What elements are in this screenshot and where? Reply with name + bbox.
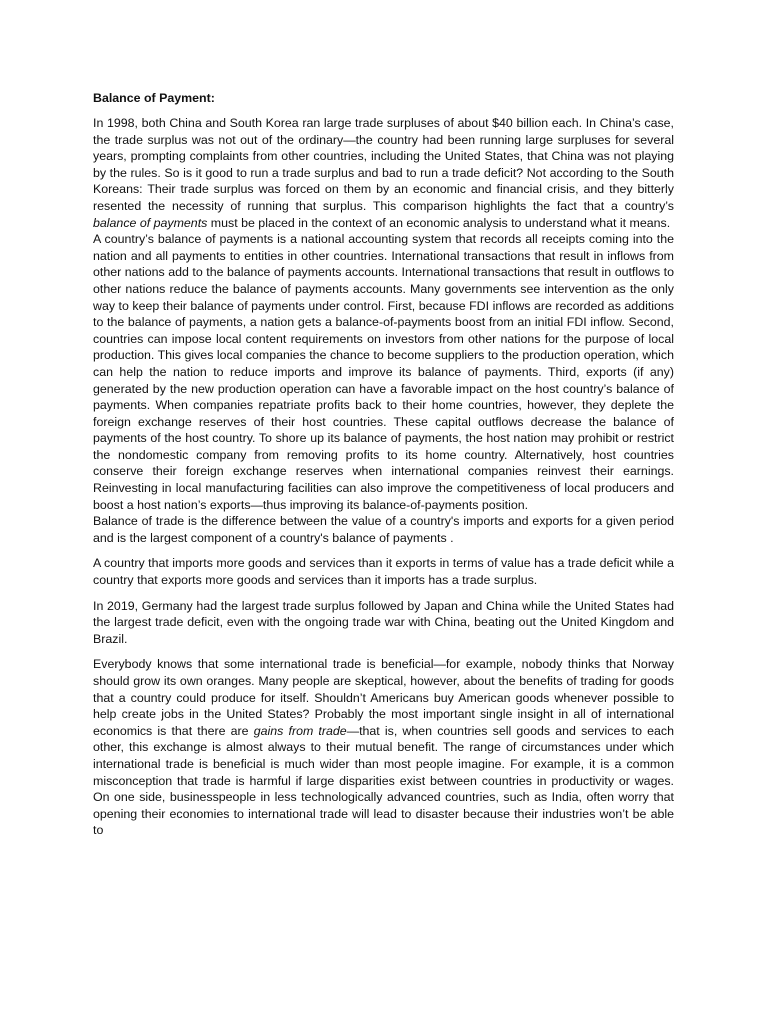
document-title: Balance of Payment: bbox=[93, 91, 215, 105]
paragraph-intro bbox=[93, 115, 674, 231]
paragraph-gains-from-trade bbox=[93, 656, 674, 839]
text-segment: Balance of trade is the difference between the value of a country's imports and exports for a given period and is the largest component of a country's balance of payments . bbox=[93, 514, 674, 545]
text-segment: A country’s balance of payments is a national accounting system that records all receipts coming into the nation and all payments to entities in other countries. International transactions that result in inflows from other nations add to the balance of payments accounts. International transactions that result in outflows to other nations reduce the balance of payments accounts. Many governments see intervention as the only way to keep their balance of payments under control. First, because FDI inflows are recorded as additions to the balance of payments, a nation gets a balance-of-payments boost from an initial FDI inflow. Second, countries can impose local content requirements on investors from other nations for the purpose of local production. This gives local companies the chance to become suppliers to the production operation, which can help the nation to reduce imports and improve its balance of payments. Third, exports (if any) generated by the new production operation can have a favorable impact on the host country’s balance of payments. When companies repatriate profits back to their home countries, however, they deplete the foreign exchange reserves of their host countries. These capital outflows decrease the balance of payments of the host country. To shore up its balance of payments, the host nation may prohibit or restrict the nondomestic company from removing profits to its home country. Alternatively, host countries conserve their foreign exchange reserves when international companies reinvest their earnings. Reinvesting in local manufacturing facilities can also improve the competitiveness of local producers and boost a host nation’s exports—thus improving its balance-of-payments position. bbox=[93, 232, 674, 512]
text-segment: In 2019, Germany had the largest trade surplus followed by Japan and China while the United States had the largest trade deficit, even with the ongoing trade war with China, beating out the United Kingdom and Brazil. bbox=[93, 598, 674, 646]
paragraph-2019-trade bbox=[93, 598, 674, 648]
text-segment: must be placed in the context of an economic analysis to understand what it means. bbox=[207, 215, 671, 230]
text-segment: —that is, when countries sell goods and services to each other, this exchange is almost always to their mutual benefit. The range of circumstances under which international trade is beneficial is much wider than most people imagine. For example, it is a common misconception that trade is harmful if large disparities exist between countries in productivity or wages. On one side, businesspeople in less technologically advanced countries, such as India, often worry that opening their economies to international trade will lead to disaster because their industries won’t be able to bbox=[93, 723, 675, 838]
text-segment: A country that imports more goods and services than it exports in terms of value has a trade deficit while a country that exports more goods and services than it imports has a trade surplus. bbox=[93, 556, 674, 588]
italic-term-balance-of-payments: balance of payments bbox=[93, 215, 208, 230]
paragraph-balance-of-payments-definition bbox=[93, 231, 674, 513]
italic-term-gains-from-trade: gains from trade bbox=[253, 723, 347, 738]
text-segment: Everybody knows that some international trade is beneficial—for example, nobody thinks that Norway should grow its own oranges. Many people are skeptical, however, about the benefits of trading for goods that a country could produce for itself. Shouldn’t Americans buy American goods whenever possible to help create jobs in the United States? Probably the most important single insight in all of international economics is that there are bbox=[93, 657, 674, 738]
paragraph-trade-deficit-surplus bbox=[93, 555, 674, 588]
text-segment: In 1998, both China and South Korea ran large trade surpluses of about $40 billion each. In China’s case, the trade surplus was not out of the ordinary—the country had been running large surpluses for several years, prompting complaints from other countries, including the United States, that China was not playing by the rules. So is it good to run a trade surplus and bad to run a trade deficit? Not according to the South Koreans: Their trade surplus was forced on them by an economic and financial crisis, and they bitterly resented the necessity of running that surplus. This comparison highlights the fact that a country’s bbox=[93, 116, 674, 213]
paragraph-balance-of-trade bbox=[93, 513, 674, 546]
